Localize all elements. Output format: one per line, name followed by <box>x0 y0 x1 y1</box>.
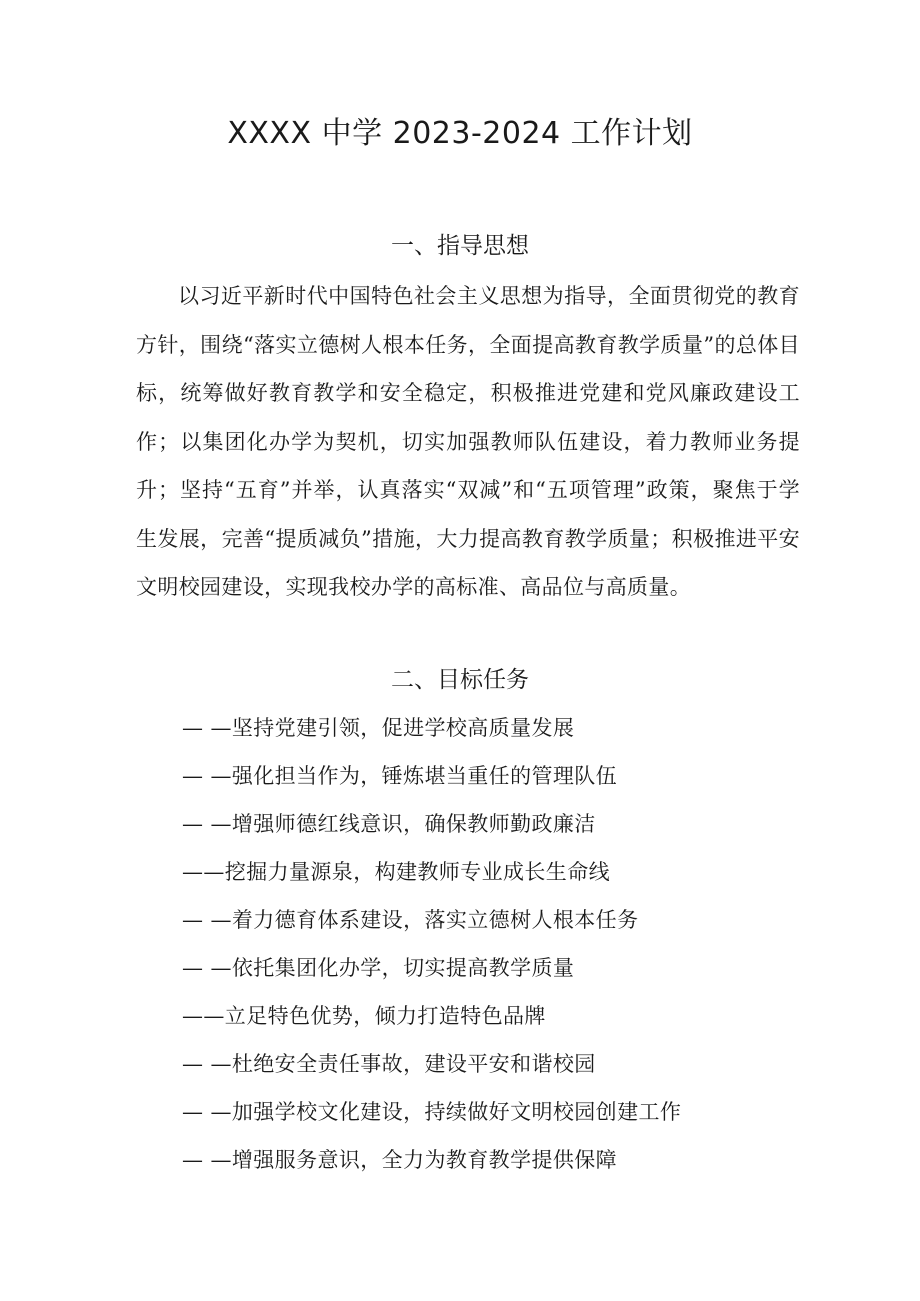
goal-item: — —着力德育体系建设，落实立德树人根本任务 <box>182 908 639 932</box>
goal-item: ——立足特色优势，倾力打造特色品牌 <box>182 1004 546 1028</box>
goal-item: — —坚持党建引领，促进学校高质量发展 <box>182 716 575 740</box>
section-heading-goals: 二、目标任务 <box>391 667 529 693</box>
guiding-ideology-paragraph: 以习近平新时代中国特色社会主义思想为指导，全面贯彻党的教育方针，围绕“落实立德树人根本任务，全面提高教育教学质量”的总体目标，统筹做好教育教学和安全稳定，积极推进党建和党风廉政建设工作；以集团化办学为契机，切实加强教师队伍建设，着力教师业务提升；坚持“五育”并举，认真落实“双减”和“五项管理”政策，聚焦于学生发展，完善“提质减负”措施，大力提高教育教学质量；积极推进平安文明校园建设，实现我校办学的高标准、高品位与高质量。 <box>136 284 800 599</box>
goal-item: — —增强师德红线意识，确保教师勤政廉洁 <box>182 812 596 836</box>
goal-item: — —杜绝安全责任事故，建设平安和谐校园 <box>182 1052 596 1076</box>
goal-item: ——挖掘力量源泉，构建教师专业成长生命线 <box>182 860 610 884</box>
goals-list <box>182 704 802 1184</box>
goal-item: — —强化担当作为，锤炼堪当重任的管理队伍 <box>182 764 618 788</box>
goal-item: — —加强学校文化建设，持续做好文明校园创建工作 <box>182 1100 682 1124</box>
goal-item: — —增强服务意识，全力为教育教学提供保障 <box>182 1148 618 1172</box>
document-title: XXXX 中学 2023-2024 工作计划 <box>227 116 693 151</box>
section-heading-guiding-ideology: 一、指导思想 <box>391 233 529 259</box>
goal-item: — —依托集团化办学，切实提高教学质量 <box>182 956 575 980</box>
